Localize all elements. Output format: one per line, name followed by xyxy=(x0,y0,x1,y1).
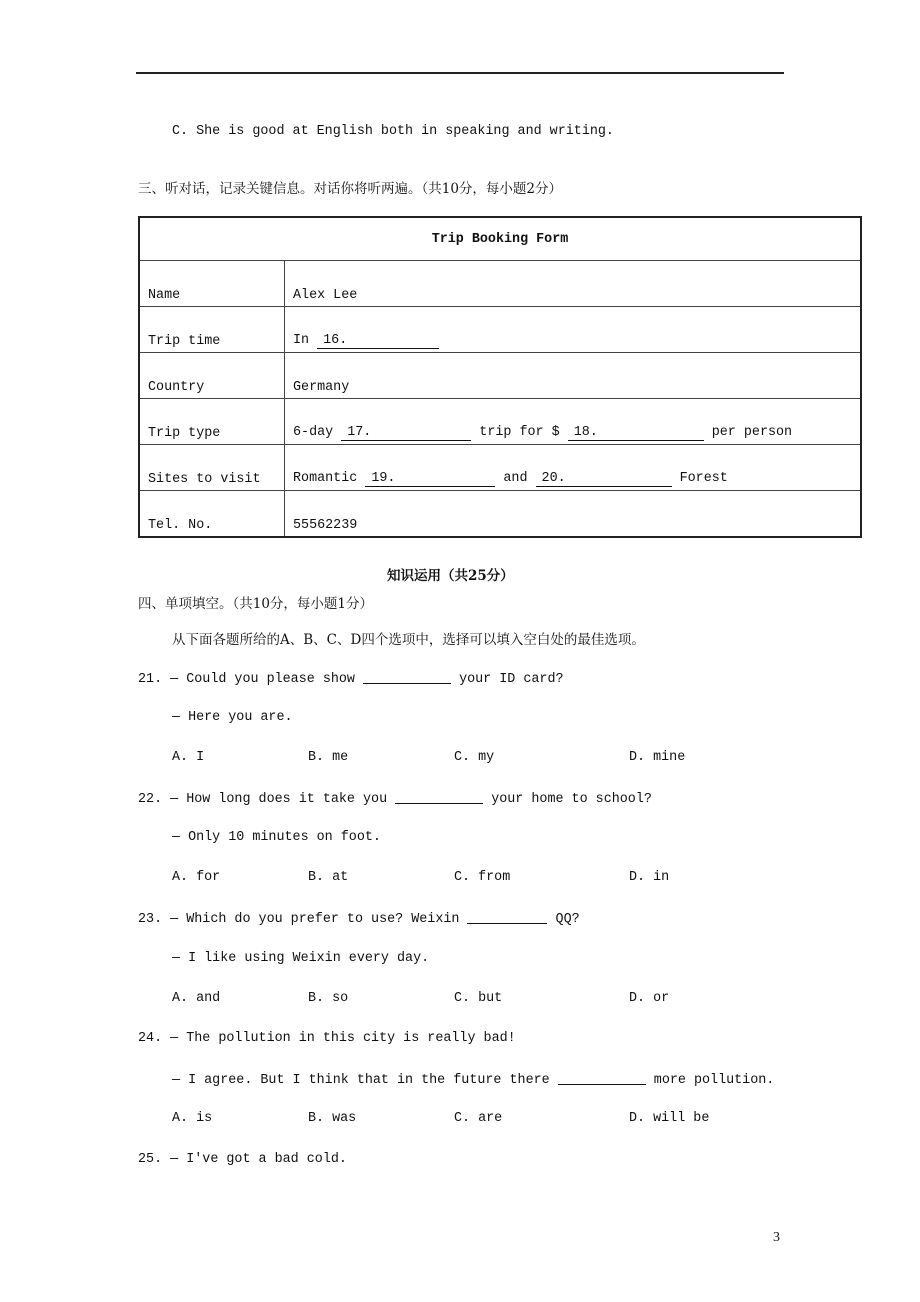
reply-23: — I like using Weixin every day. xyxy=(172,951,430,966)
form-title: Trip Booking Form xyxy=(139,217,861,261)
option[interactable]: D. will be xyxy=(629,1111,710,1126)
option[interactable]: C. but xyxy=(454,991,503,1006)
reply-22: — Only 10 minutes on foot. xyxy=(172,830,381,845)
form-row-sites xyxy=(139,445,861,491)
option[interactable]: B. at xyxy=(308,870,349,885)
question-23: 23. — Which do you prefer to use? Weixin QQ? xyxy=(138,909,580,929)
option[interactable]: D. in xyxy=(629,870,670,885)
answer-blank-18[interactable]: 18. xyxy=(568,425,704,441)
section3-heading: 三、听对话，记录关键信息。对话你将听两遍。（共10分，每小题2分） xyxy=(138,181,563,197)
form-label: Trip type xyxy=(139,399,285,445)
previous-option-c: C. She is good at English both in speaking and writing. xyxy=(172,124,614,139)
question-25: 25. — I've got a bad cold. xyxy=(138,1152,347,1167)
option[interactable]: D. mine xyxy=(629,750,686,765)
part-heading: 知识运用（共25分） xyxy=(387,568,514,584)
answer-blank-19[interactable]: 19. xyxy=(365,471,495,487)
section4-instruction: 从下面各题所给的A、B、C、D四个选项中，选择可以填入空白处的最佳选项。 xyxy=(172,632,645,648)
form-text: Forest xyxy=(679,471,728,486)
option[interactable]: A. I xyxy=(172,750,205,765)
form-value xyxy=(285,445,862,491)
form-text: per person xyxy=(711,425,793,440)
form-row-trip-type xyxy=(139,399,861,445)
form-row-tel xyxy=(139,491,861,538)
form-label: Country xyxy=(139,353,285,399)
form-value xyxy=(285,307,862,353)
question-blank[interactable] xyxy=(363,669,451,684)
option[interactable]: C. from xyxy=(454,870,511,885)
option[interactable]: A. for xyxy=(172,870,221,885)
option[interactable]: A. is xyxy=(172,1111,213,1126)
option[interactable]: D. or xyxy=(629,991,670,1006)
question-blank[interactable] xyxy=(558,1070,646,1085)
form-row-name xyxy=(139,261,861,307)
question-24: 24. — The pollution in this city is really bad! xyxy=(138,1031,516,1046)
page-number: 3 xyxy=(773,1230,780,1245)
form-value: Alex Lee xyxy=(285,261,862,307)
question-blank[interactable] xyxy=(467,909,547,924)
form-label: Tel. No. xyxy=(139,491,285,538)
form-text: and xyxy=(503,471,528,486)
answer-blank-16[interactable]: 16. xyxy=(317,333,439,349)
question-22: 22. — How long does it take you your home to school? xyxy=(138,789,652,809)
form-label: Sites to visit xyxy=(139,445,285,491)
form-text: Romantic xyxy=(293,471,358,486)
section4-heading: 四、单项填空。（共10分，每小题1分） xyxy=(138,596,374,612)
trip-booking-form xyxy=(138,216,862,538)
option[interactable]: B. so xyxy=(308,991,349,1006)
form-label: Trip time xyxy=(139,307,285,353)
option[interactable]: C. are xyxy=(454,1111,503,1126)
answer-blank-20[interactable]: 20. xyxy=(536,471,672,487)
question-blank[interactable] xyxy=(395,789,483,804)
form-text: 6-day xyxy=(293,425,334,440)
reply-24: — I agree. But I think that in the future there more pollution. xyxy=(172,1070,774,1090)
option[interactable]: B. me xyxy=(308,750,349,765)
form-row-country xyxy=(139,353,861,399)
question-21: 21. — Could you please show your ID card? xyxy=(138,669,564,689)
option[interactable]: A. and xyxy=(172,991,221,1006)
form-value: 55562239 xyxy=(285,491,862,538)
reply-21: — Here you are. xyxy=(172,710,293,725)
header-rule xyxy=(136,72,784,74)
option[interactable]: B. was xyxy=(308,1111,357,1126)
option[interactable]: C. my xyxy=(454,750,495,765)
form-value xyxy=(285,399,862,445)
form-row-trip-time xyxy=(139,307,861,353)
form-text: trip for $ xyxy=(479,425,560,440)
form-value: Germany xyxy=(285,353,862,399)
answer-blank-17[interactable]: 17. xyxy=(341,425,471,441)
form-text: In xyxy=(293,333,310,348)
form-label: Name xyxy=(139,261,285,307)
